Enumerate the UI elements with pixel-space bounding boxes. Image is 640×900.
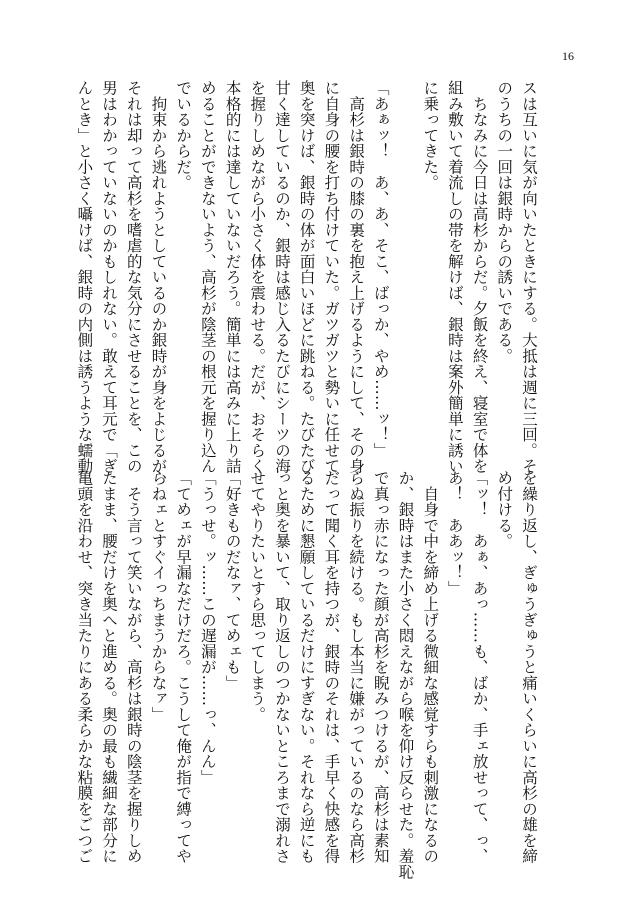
- page-number: 16: [562, 49, 574, 63]
- text-line: それは却って高杉を嗜虐的な気分にさせることを、この: [124, 80, 143, 474]
- text-line: スは互いに気が向いたときにする。大抵は週に三回。そ: [520, 80, 538, 474]
- text-line: たまま、腰だけを奥へと進める。奥の最も繊細な部分に: [100, 470, 119, 864]
- text-line: 「うっせ。ッ……この遅漏が……っ、んん」: [198, 470, 217, 785]
- text-line: を握りしめながら小さく体を震わせる。だが、おそらく: [248, 80, 267, 474]
- text-line: 「あぁッ！ あ、あ、そこ、ばっか、やめ……ッ！」: [371, 80, 390, 458]
- text-line: で真っ赤になった顔が高杉を睨みつけるが、高杉は素知: [371, 470, 390, 864]
- text-line: でいるからだ。: [174, 80, 193, 191]
- text-line: 高杉は銀時の膝の裏を抱え上げるようにして、その身: [347, 80, 366, 474]
- text-line: っと奥を暴いて、取り返しのつかないところまで溺れさ: [272, 470, 291, 864]
- text-line: らぬ振りを続ける。もし本当に嫌がっているのなら高杉: [347, 470, 366, 864]
- text-line: だって聞く耳を持つが、銀時のそれは、手早く快感を得: [322, 470, 341, 864]
- text-line: そう言って笑いながら、高杉は銀時の陰茎を握りしめ: [124, 470, 143, 864]
- text-line: 「てめェが早漏なだけだろ。こうして俺が指で縛ってや: [174, 470, 193, 864]
- text-line: に自身の腰を打ち付けていた。ガツガツと勢いに任せて: [322, 80, 341, 474]
- text-line: 組み敷いて着流しの帯を解けば、銀時は案外簡単に誘い: [445, 80, 464, 474]
- text-line: め付ける。: [495, 470, 514, 549]
- text-line: ちなみに今日は高杉からだ。夕飯を終え、寝室で体を: [470, 80, 489, 474]
- text-line: のうちの一回は銀時からの誘いである。: [495, 80, 514, 364]
- text-line: 亀頭を沿わせ、突き当たりにある柔らかな粘膜をごつご: [75, 470, 94, 864]
- text-line: 甘く達しているのか、銀時は感じ入るたびにシーツの海: [272, 80, 291, 474]
- upper-text-block: [75, 80, 541, 490]
- text-line: せてやりたいとすら思ってしまう。: [248, 470, 267, 722]
- text-line: 拘束から逃れようとしているのか銀時が身をよじるが、: [149, 80, 168, 490]
- text-line: るために懇願しているだけにすぎない。それなら逆にも: [297, 470, 316, 864]
- text-line: 「好きものだなァ、てめェも」: [223, 470, 242, 691]
- lower-text-block: [75, 470, 541, 880]
- text-line: 自身で中を締め上げる微細な感覚すらも刺激になるの: [421, 470, 440, 864]
- text-line: 「ッ！ あぁ、あっ……も、ばか、手ェ放せって、っ、: [470, 470, 489, 864]
- text-line: 奥を突けば、銀時の体が面白いほどに跳ねる。たびたび: [297, 80, 316, 474]
- text-line: らねェとすぐイっちまうからなァ」: [149, 470, 168, 722]
- text-line: [393, 80, 418, 442]
- text-line: めることができないよう、高杉が陰茎の根元を握り込ん: [198, 80, 217, 474]
- text-line: 男はわかっていないのかもしれない。敢えて耳元で「ぎ: [100, 80, 119, 474]
- text-line: んとき」と小さく囁けば、銀時の内側は誘うような蠕動: [75, 80, 94, 474]
- text-line: か、銀時はまた小さく悶えながら喉を仰け反らせた。羞恥: [396, 470, 415, 880]
- text-line: あ！ ああッ！」: [445, 470, 464, 596]
- text-line: に乗ってきた。: [421, 80, 440, 191]
- text-line: を繰り返し、ぎゅうぎゅうと痛いくらいに高杉の雄を締: [520, 470, 538, 864]
- text-line: 本格的には達していないだろう。簡単には高みに上り詰: [223, 80, 242, 474]
